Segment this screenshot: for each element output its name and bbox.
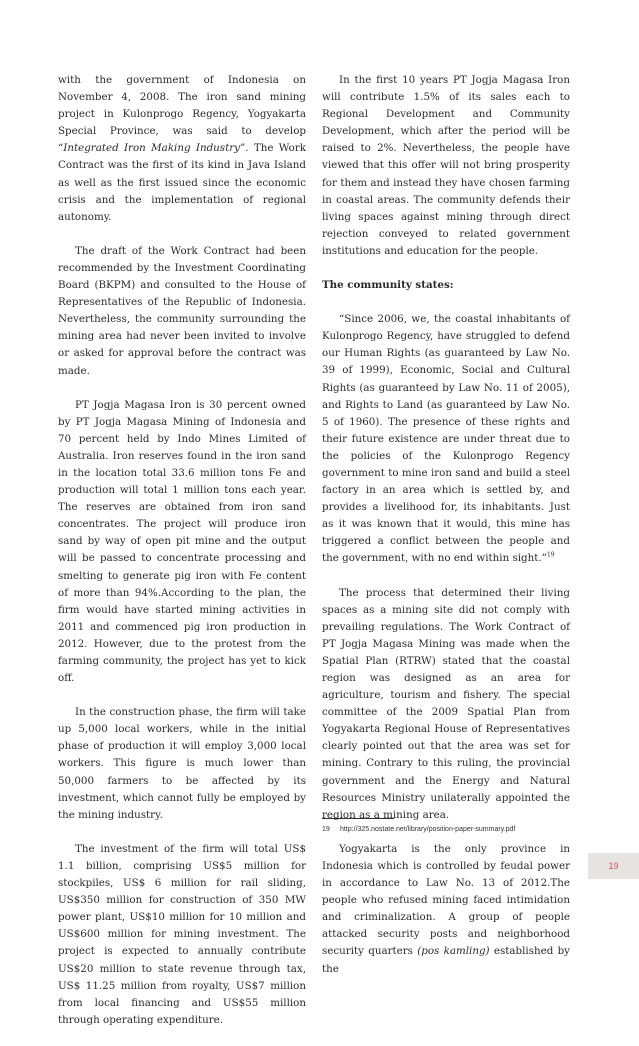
footnote-number: 19 xyxy=(322,826,330,833)
footnote-divider xyxy=(322,818,394,819)
italic-term: (pos kamling) xyxy=(417,945,490,958)
paragraph-text: established by the xyxy=(322,945,570,975)
paragraph-text: Yogyakarta is the only province in Indonesia which is controlled by feudal power in accordance to Law No. 13 of 2012.The people who refused mining faced intimidation and criminalization. A group of people attacked security posts and neighborhood security quarters xyxy=(322,842,570,958)
footnote xyxy=(322,826,515,833)
page-number-tab xyxy=(588,853,639,879)
quote-text: “Since 2006, we, the coastal inhabitants of Kulonprogo Regency, have struggled to defend our Human Rights (as guaranteed by Law No. 39 of 1999), Economic, Social and Cultural Rights (as guaranteed by Law No. 11 of 2005), and Rights to Land (as guaranteed by Law No. 5 of 1960). The presence of these rights and their future existence are under threat due to the policies of the Kulonprogo Regency government to mine iron sand and build a steel factory in an area which is settled by, and provides a livelihood for, its inhabitants. Just as it was known that it would, this mine has triggered a conflict between the people and the government, with no end within sight.” xyxy=(322,313,570,565)
paragraph xyxy=(58,72,306,226)
quote-paragraph xyxy=(322,311,570,567)
section-heading: The community states: xyxy=(322,279,454,292)
paragraph-text: with the government of Indonesia on November 4, 2008. The iron sand mining project in Kulonprogo Regency, Yogyakarta Special Province, was said to develop xyxy=(58,74,306,138)
paragraph: In the construction phase, the firm will take up 5,000 local workers, while in the initial phase of production it will employ 3,000 local workers. This figure is much lower than 50,000 farmers to be affected by its investment, which cannot fully be employed by the mining industry. xyxy=(58,706,306,821)
italic-term: “Integrated Iron Making Industry”. xyxy=(58,142,249,155)
page-number: 19 xyxy=(608,861,619,871)
paragraph: In the first 10 years PT Jogja Magasa Iron will contribute 1.5% of its sales each to Regional Development and Community Development, which after the period will be raised to 2%. Nevertheless, the people have viewed that this offer will not bring prosperity for them and instead they have chosen farming in coastal areas. The community defends their living spaces against mining through direct rejection conveyed to related government institutions and education for the people. xyxy=(322,74,570,257)
paragraph: The process that determined their living spaces as a mining site did not comply with prevailing regulations. The Work Contract of PT Jogja Magasa Mining was made when the Spatial Plan (RTRW) stated that the coastal region was designed as an area for agriculture, tourism and fishery. The special committee of the 2009 Spatial Plan from Yogyakarta Regional House of Representatives clearly pointed out that the area was set for mining. Contrary to this ruling, the provincial government and the Energy and Natural Resources Ministry unilaterally appointed the region as a mining area. xyxy=(322,586,570,821)
left-column xyxy=(58,72,306,1046)
footnote-reference[interactable]: 19 xyxy=(546,552,555,560)
right-column xyxy=(322,72,570,995)
paragraph: The draft of the Work Contract had been recommended by the Investment Coordinating Board (BKPM) and consulted to the House of Representatives of the Republic of Indonesia. Nevertheless, the community surrounding the mining area had never been invited to involve or asked for approval before the contract was made. xyxy=(58,244,306,377)
paragraph xyxy=(322,841,570,978)
paragraph-text: The Work Contract was the first of its kind in Java Island as well as the first issued since the economic crisis and the implementation of regional autonomy. xyxy=(58,142,306,223)
footnote-link[interactable]: http://325.nostate.net/library/position-paper-summary.pdf xyxy=(340,826,516,833)
paragraph: The investment of the firm will total US$ 1.1 billion, comprising US$5 million for stockpiles, US$ 6 million for rail sliding, US$350 million for construction of 350 MW power plant, US$10 million for 10 million and US$600 million for mining investment. The project is expected to annually contribute US$20 million to state revenue through tax, US$ 11.25 million from royalty, US$7 million from local financing and US$55 million through operating expenditure. xyxy=(58,842,306,1026)
paragraph: PT Jogja Magasa Iron is 30 percent owned by PT Jogja Magasa Mining of Indonesia and 70 percent held by Indo Mines Limited of Australia. Iron reserves found in the iron sand in the location total 33.6 million tons Fe and production will total 1 million tons each year. The reserves are obtained from iron sand concentrates. The project will produce iron sand by way of open pit mine and the output will be passed to concentrate processing and smelting to generate pig iron with Fe content of more than 94%.According to the plan, the firm would have started mining activities in 2011 and commenced pig iron production in 2012. However, due to the protest from the farming community, the project has yet to kick off. xyxy=(58,398,306,685)
